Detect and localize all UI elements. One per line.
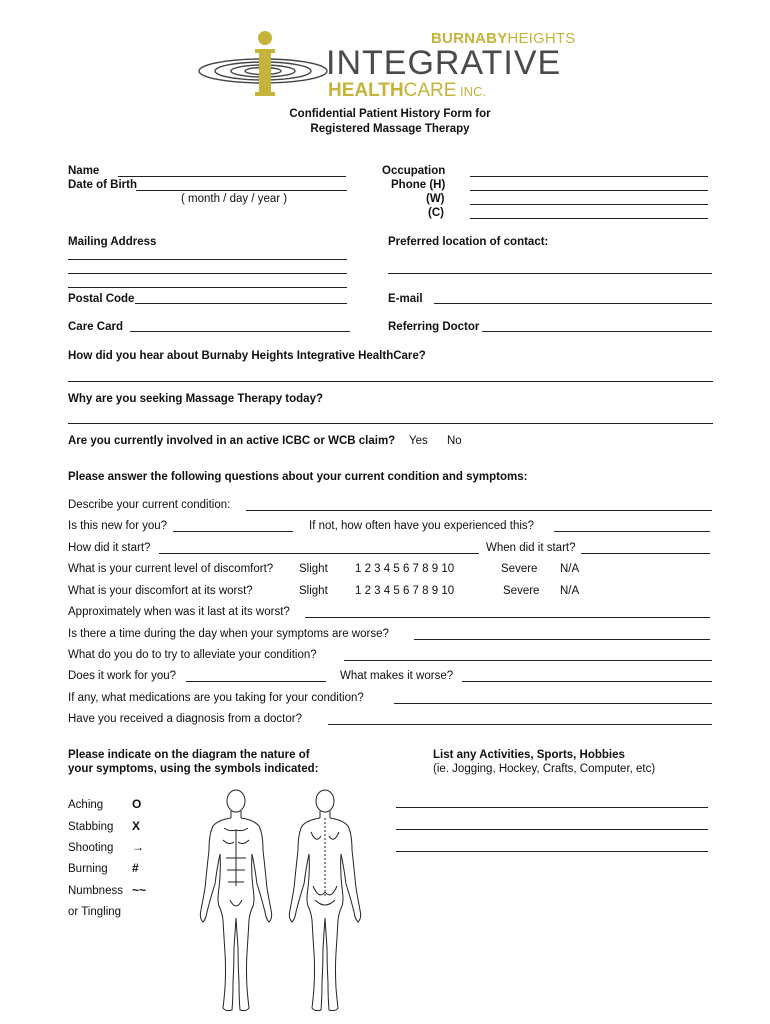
activities-line-2[interactable] bbox=[396, 829, 708, 830]
phone-work-field[interactable] bbox=[470, 204, 708, 205]
form-title-line1: Confidential Patient History Form for bbox=[289, 108, 491, 120]
referring-doctor-field[interactable] bbox=[482, 331, 712, 332]
worst-slight: Slight bbox=[299, 585, 328, 597]
current-severe: Severe bbox=[501, 563, 538, 575]
dob-field[interactable] bbox=[136, 190, 347, 191]
logo-i-icon bbox=[250, 30, 280, 100]
when-start-field[interactable] bbox=[581, 553, 710, 554]
worst-scale[interactable]: 1 2 3 4 5 6 7 8 9 10 bbox=[355, 585, 455, 597]
logo-burnaby-heights: BURNABYHEIGHTS bbox=[431, 30, 576, 47]
form-title-line2: Registered Massage Therapy bbox=[310, 123, 470, 135]
current-slight: Slight bbox=[299, 563, 328, 575]
last-worst-field[interactable] bbox=[305, 617, 710, 618]
postal-code-field[interactable] bbox=[135, 303, 347, 304]
makes-worse-label: What makes it worse? bbox=[340, 670, 454, 682]
logo-healthcare: HEALTHCARE INC. bbox=[328, 80, 487, 101]
shooting-arrow-icon: → bbox=[132, 840, 144, 854]
phone-home-field[interactable] bbox=[470, 190, 708, 191]
email-field[interactable] bbox=[434, 303, 712, 304]
current-level-label: What is your current level of discomfort? bbox=[68, 563, 274, 575]
phone-cell-label: (C) bbox=[428, 207, 444, 219]
care-card-field[interactable] bbox=[130, 331, 350, 332]
condition-section-heading: Please answer the following questions about your current condition and symptoms: bbox=[68, 471, 528, 483]
phone-cell-field[interactable] bbox=[470, 218, 708, 219]
body-diagram-back-icon[interactable] bbox=[285, 788, 365, 1016]
mailing-address-label: Mailing Address bbox=[68, 236, 157, 248]
worst-label: What is your discomfort at its worst? bbox=[68, 585, 253, 597]
diagnosis-field[interactable] bbox=[328, 724, 712, 725]
name-label: Name bbox=[68, 165, 100, 177]
diagram-instruction-line2: your symptoms, using the symbols indicated: bbox=[68, 763, 319, 775]
symptom-shooting-label: Shooting bbox=[68, 842, 114, 854]
stabbing-symbol: X bbox=[132, 819, 141, 833]
numbness-symbol: ~~ bbox=[132, 883, 147, 897]
alleviate-label: What do you do to try to alleviate your condition? bbox=[68, 649, 317, 661]
mailing-address-line-1[interactable] bbox=[68, 259, 347, 260]
how-start-field[interactable] bbox=[159, 553, 479, 554]
medications-label: If any, what medications are you taking for your condition? bbox=[68, 692, 364, 704]
phone-home-label: Phone (H) bbox=[391, 179, 446, 191]
phone-work-label: (W) bbox=[426, 193, 445, 205]
is-new-label: Is this new for you? bbox=[68, 520, 168, 532]
does-work-label: Does it work for you? bbox=[68, 670, 177, 682]
preferred-contact-field[interactable] bbox=[388, 273, 712, 274]
when-start-label: When did it start? bbox=[486, 542, 576, 554]
alleviate-field[interactable] bbox=[344, 660, 712, 661]
hear-about-label: How did you hear about Burnaby Heights Integrative HealthCare? bbox=[68, 350, 426, 362]
aching-symbol: O bbox=[132, 797, 142, 811]
diagnosis-label: Have you received a diagnosis from a doctor? bbox=[68, 713, 302, 725]
activities-hint: (ie. Jogging, Hockey, Crafts, Computer, etc) bbox=[433, 763, 656, 775]
medications-field[interactable] bbox=[394, 703, 712, 704]
time-worse-label: Is there a time during the day when your symptoms are worse? bbox=[68, 628, 389, 640]
logo-integrative: INTEGRATIVE bbox=[326, 44, 562, 82]
why-seeking-field[interactable] bbox=[68, 423, 713, 424]
symptom-burning-label: Burning bbox=[68, 863, 108, 875]
preferred-contact-label: Preferred location of contact: bbox=[388, 236, 549, 248]
activities-line-1[interactable] bbox=[396, 807, 708, 808]
how-start-label: How did it start? bbox=[68, 542, 151, 554]
does-work-field[interactable] bbox=[186, 681, 326, 682]
referring-doctor-label: Referring Doctor bbox=[388, 321, 480, 333]
dob-label: Date of Birth bbox=[68, 179, 137, 191]
diagram-instruction-line1: Please indicate on the diagram the nature of bbox=[68, 749, 310, 761]
symptom-numbness-label: Numbness bbox=[68, 885, 123, 897]
worst-severe: Severe bbox=[503, 585, 540, 597]
current-scale[interactable]: 1 2 3 4 5 6 7 8 9 10 bbox=[355, 563, 455, 575]
occupation-field[interactable] bbox=[470, 176, 708, 177]
care-card-label: Care Card bbox=[68, 321, 123, 333]
mailing-address-line-2[interactable] bbox=[68, 273, 347, 274]
icbc-yes-option[interactable]: Yes bbox=[409, 435, 428, 447]
how-often-field[interactable] bbox=[554, 531, 710, 532]
time-worse-field[interactable] bbox=[414, 639, 710, 640]
activities-line-3[interactable] bbox=[396, 851, 708, 852]
symptom-tingling-label: or Tingling bbox=[68, 906, 122, 918]
current-na[interactable]: N/A bbox=[560, 563, 580, 575]
mailing-address-line-3[interactable] bbox=[68, 287, 347, 288]
activities-title: List any Activities, Sports, Hobbies bbox=[433, 749, 625, 761]
dob-hint: ( month / day / year ) bbox=[181, 193, 288, 205]
hear-about-field[interactable] bbox=[68, 381, 713, 382]
symptom-stabbing-label: Stabbing bbox=[68, 821, 114, 833]
body-diagram-front-icon[interactable] bbox=[196, 788, 276, 1016]
describe-condition-label: Describe your current condition: bbox=[68, 499, 231, 511]
is-new-field[interactable] bbox=[173, 531, 293, 532]
burning-symbol: # bbox=[132, 861, 139, 875]
icbc-no-option[interactable]: No bbox=[447, 435, 462, 447]
why-seeking-label: Why are you seeking Massage Therapy today? bbox=[68, 393, 323, 405]
postal-code-label: Postal Code bbox=[68, 293, 135, 305]
describe-condition-field[interactable] bbox=[246, 510, 712, 511]
symptom-aching-label: Aching bbox=[68, 799, 104, 811]
worst-na[interactable]: N/A bbox=[560, 585, 580, 597]
occupation-label: Occupation bbox=[382, 165, 446, 177]
icbc-claim-label: Are you currently involved in an active ICBC or WCB claim? bbox=[68, 435, 396, 447]
how-often-label: If not, how often have you experienced this? bbox=[309, 520, 535, 532]
makes-worse-field[interactable] bbox=[462, 681, 712, 682]
email-label: E-mail bbox=[388, 293, 423, 305]
last-worst-label: Approximately when was it last at its worst? bbox=[68, 606, 290, 618]
name-field[interactable] bbox=[118, 176, 346, 177]
